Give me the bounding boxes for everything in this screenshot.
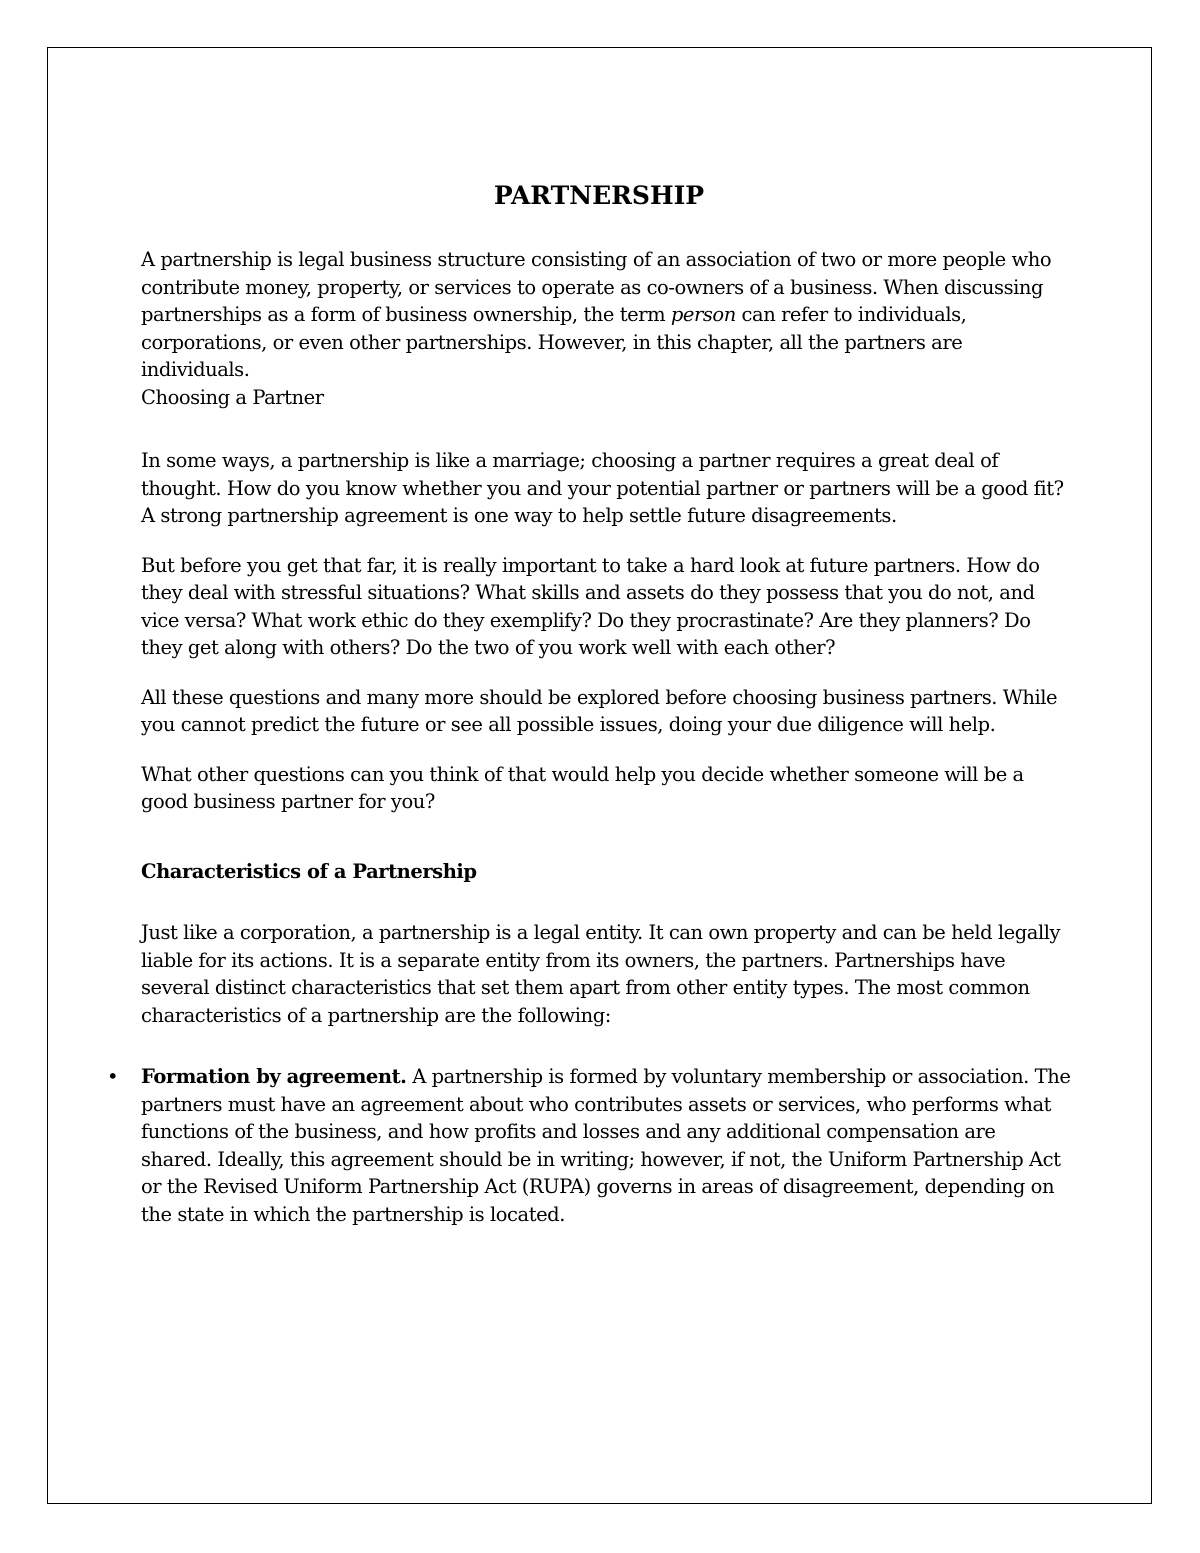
choosing-partner-subheading: Choosing a Partner: [141, 385, 324, 409]
paragraph-due-diligence: All these questions and many more should be explored before choosing business partners. While you cannot predict the future or see all possible issues, doing your due diligence will help.: [141, 685, 1058, 736]
paragraph-marriage: In some ways, a partnership is like a marriage; choosing a partner requires a great deal of thought. How do you know whether you and your potential partner or partners will be a good fit? A strong partnership agreement is one way to help settle future disagreements.: [141, 449, 1064, 527]
paragraph-other-questions: What other questions can you think of that would help you decide whether someone will be a good business partner for you?: [141, 762, 1024, 813]
paragraph-future-partners: But before you get that far, it is really important to take a hard look at future partners. How do they deal with stressful situations? What skills and assets do they possess that you do not, and vice versa? What work ethic do they exemplify? Do they procrastinate? Are they planners? Do they get along with others? Do the two of you work well with each other?: [141, 553, 1040, 659]
bullet-term: Formation by agreement.: [141, 1065, 407, 1088]
characteristics-list: [107, 1063, 1071, 1228]
characteristics-heading: Characteristics of a Partnership: [141, 859, 477, 883]
document-body: [107, 178, 1071, 1228]
bullet-icon: •: [107, 1065, 119, 1088]
intro-italic-term: person: [670, 303, 736, 326]
characteristics-intro: Just like a corporation, a partnership is a legal entity. It can own property and can be held legally liable for its actions. It is a separate entity from its owners, the partners. Partnerships have several distinct characteristics that set them apart from other entity types. The most common characteristics of a partnership are the following:: [141, 921, 1061, 1027]
bullet-text: A partnership is formed by voluntary membership or association. The partners must have an agreement about who contributes assets or services, who performs what functions of the business, and how profits and losses and any additional compensation are shared. Ideally, this agreement should be in writing; however, if not, the Uniform Partnership Act or the Revised Uniform Partnership Act (RUPA) governs in areas of disagreement, depending on the state in which the partnership is located.: [141, 1065, 1071, 1226]
intro-text-end: can refer to individuals, corporations, or even other partnerships. However, in this chapter, all the partners are individuals.: [141, 303, 967, 381]
document-title: PARTNERSHIP: [493, 181, 705, 210]
list-item: [107, 1063, 1071, 1228]
intro-paragraph: [141, 246, 1071, 384]
intro-text-start: A partnership is legal business structure consisting of an association of two or more people who contribute money, property, or services to operate as co-owners of a business. When discussing partnerships as a form of business ownership, the term: [141, 248, 1052, 326]
